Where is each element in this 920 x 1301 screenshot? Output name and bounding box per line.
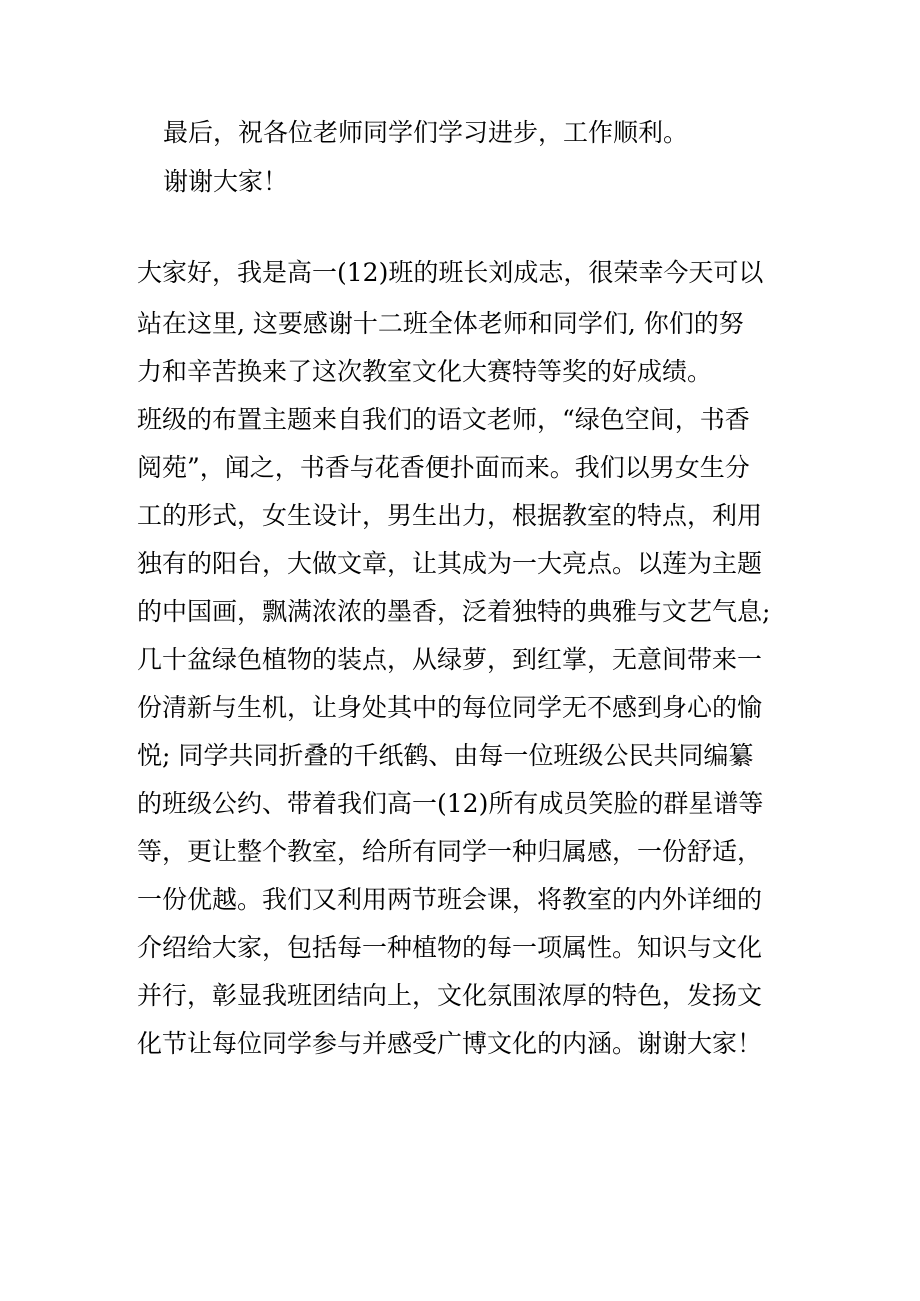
speech-line: 独有的阳台，大做文章，让其成为一大亮点。以莲为主题 [137, 549, 763, 578]
closing-line: 谢谢大家！ [163, 167, 289, 196]
speech-line: 介绍给大家，包括每一种植物的每一项属性。知识与文化 [137, 933, 763, 962]
speech-line: 大家好，我是高一(12)班的班长刘成志，很荣幸今天可以 [137, 258, 764, 287]
speech-line: 化节让每位同学参与并感受广博文化的内涵。谢谢大家！ [137, 1029, 763, 1058]
speech-line: 的中国画，飘满浓浓的墨香，泛着独特的典雅与文艺气息; [137, 597, 771, 626]
speech-line: 工的形式，女生设计，男生出力，根据教室的特点，利用 [137, 501, 763, 530]
speech-line: 一份优越。我们又利用两节班会课，将教室的内外详细的 [137, 885, 763, 914]
speech-line: 份清新与生机，让身处其中的每位同学无不感到身心的愉 [137, 693, 763, 722]
closing-line: 最后，祝各位老师同学们学习进步，工作顺利。 [163, 118, 689, 147]
speech-line: 几十盆绿色植物的装点，从绿萝，到红掌，无意间带来一 [137, 645, 763, 674]
speech-line: 阅苑”，闻之，书香与花香便扑面而来。我们以男女生分 [137, 453, 750, 482]
speech-line: 站在这里, 这要感谢十二班全体老师和同学们, 你们的努 [137, 309, 744, 338]
speech-line: 并行，彰显我班团结向上，文化氛围浓厚的特色，发扬文 [137, 981, 763, 1010]
speech-line: 的班级公约、带着我们高一(12)所有成员笑脸的群星谱等 [137, 789, 764, 818]
speech-line: 等，更让整个教室，给所有同学一种归属感，一份舒适， [137, 837, 763, 866]
speech-line: 力和辛苦换来了这次教室文化大赛特等奖的好成绩。 [137, 357, 713, 386]
speech-line: 班级的布置主题来自我们的语文老师，“绿色空间，书香 [137, 405, 750, 434]
speech-line: 悦; 同学共同折叠的千纸鹤、由每一位班级公民共同编纂 [137, 741, 754, 770]
